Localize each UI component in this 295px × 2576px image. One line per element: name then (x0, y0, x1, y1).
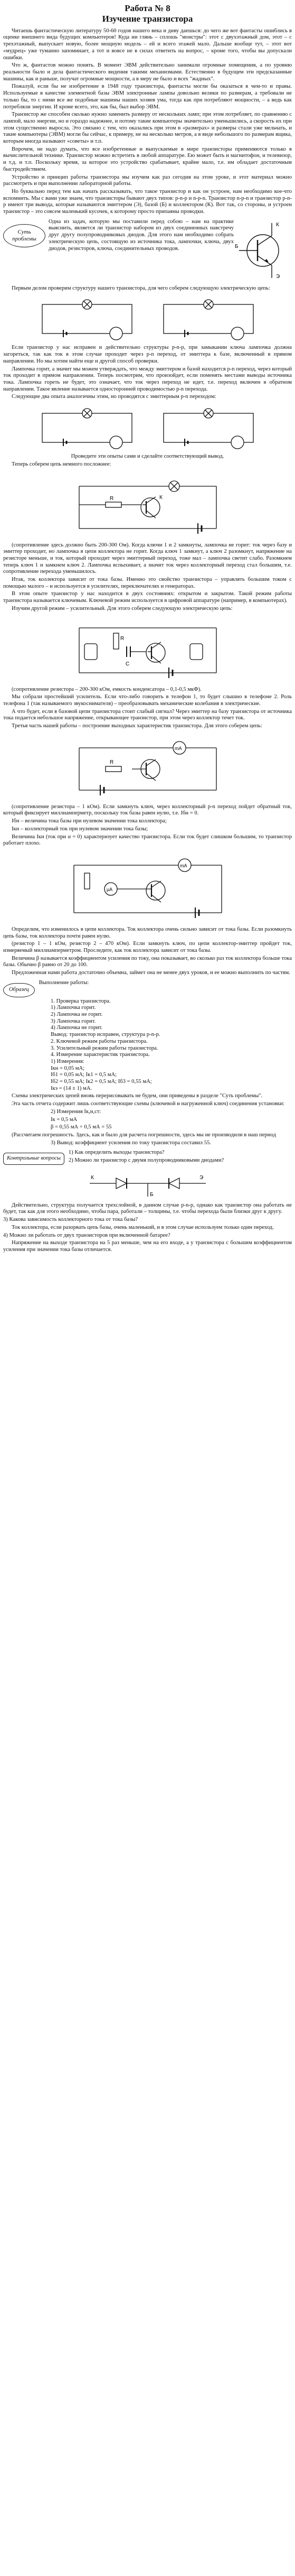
explain-5-paragraph-3: Величина β называется коэффициентом усиления по току, она показывает, во сколько раз ток коллектора больше тока базы. Обычно β равно от 20 до 100. (3, 955, 292, 968)
explain-5-paragraph-2: (резистор 1 – 1 кОм, резистор 2 – 470 кОм). Если замкнуть ключ, по цепи коллектор-эмиттер пройдет ток, измеряемый миллиамперметром. Проследите, как ток коллектора зависит от тока базы. (3, 941, 292, 954)
conclusion-line-5: β = 0,55 мА ÷ 0,5 мА = 55 (51, 1124, 112, 1131)
final-paragraph-1: Действительно, структура получается трехслойной, в данном случае p-n-p, однако как транзистор она работать не будет, так как для этого необходимо, чтобы пара, работали – толщины, т.е. чтобы перехода были близки друг к другу. (3, 1202, 292, 1215)
conclusion-paragraph-1: Схемы электрических цепей вновь перерисовывать не будем, они приведены в разделе "Суть проблемы". (12, 1093, 263, 1099)
steps-list (51, 998, 292, 1092)
emitter-label: Э (276, 273, 280, 280)
explain-3-paragraph-2: Мы собрали простейший усилитель. Если что-либо говорить в телефон 1, то будет слышно в телефоне 2. Роль телефона 1 (так называемого звукоснимателя) – преобразовывать механические колебания в электрические. (3, 694, 292, 707)
diode-emitter-label: К (90, 1174, 94, 1181)
conclusion-line-4: Iк = 0,5 мА (51, 1116, 78, 1123)
diode-base-label: Б (149, 1191, 154, 1198)
first-step-text: Первым делом проверим структуру нашего транзистора, для чего соберем следующую электрическую цепь: (12, 285, 270, 291)
test-circuit-diagram-2 (32, 403, 264, 450)
milliammeter-label: mA (174, 745, 182, 751)
explain-5-paragraph-4: Предложенная нами работа достаточно объемна, займет она не менее двух уроков, и ее можно выполнить по частям. (12, 970, 290, 976)
conclusion-paragraph-6: (Рассчитаем погрешность. Здесь, как и было для расчета погрешности, здесь мы не производили в наш период (12, 1132, 276, 1138)
step-item: 1. Проверка транзистора. (51, 998, 111, 1004)
sample-label: Образец (3, 983, 35, 997)
amplifier-circuit-diagram (63, 615, 232, 683)
explain-4-paragraph-2: Iбн – величина тока базы при нулевом значении тока коллектора; (12, 818, 167, 824)
explain-2-paragraph-3: В этом опыте транзистор у нас находится в двух состояниях: открытом и закрытом. Такой режим работы транзистора называется ключевым. Ключевой режим используется в цифровой аппаратуре (например, в компьютерах). (3, 591, 292, 604)
explain-3-paragraph-3: А что будет, если в базовой цепи транзистора стоит слабый сигнал? Через эмиттер на базу транзистора от источника тока подается небольшое напряжение, открывающее транзистор, при этом через коллектор течет ток. (3, 708, 292, 721)
transistor-symbol-diagram (234, 219, 292, 282)
intro-paragraph-6: Устройство и принцип работы транзистора мы изучим как раз сегодня на этом уроке, и этот материал можно рассмотреть и при выполнении лабораторной работы. (3, 174, 292, 187)
explain-2-paragraph-4: Изучим другой режим – усилительный. Для этого соберем следующую электрическую цепь: (12, 605, 233, 611)
explain-2-paragraph-1: (сопротивление здесь должно быть 200-300 Ом). Когда ключи 1 и 2 замкнуты, лампочка не горит: ток через базу и эмиттер проходит, но лампочка в цепи коллектора не горит. Когда ключ 1 замкнут, а ключ 2 разомкнут, напряжение на резисторе меньше, и ток, который проходит через эмиттерный переход, тоже мал – лампочка светит слабо. Разомкнем теперь ключ 1 и замкнем ключ 2. Лампочка вспыхивает, а значит ток через коллекторный переход стал большим, т.е. сопротивление перехода уменьшилось. (3, 542, 292, 575)
conclusion-line-7: 3) Вывод: коэффициент усиления по току транзистора составил 55. (51, 1139, 211, 1146)
explain-3-paragraph-1: (сопротивление резистора – 200-300 кОм, емкость конденсатора – 0,1-0,5 мкФ). (12, 686, 202, 692)
control-question-2: 2) Можно ли транзистор с двумя полупроводниковыми диодами? (68, 1157, 224, 1164)
document-page (3, 0, 292, 1276)
explain-1-paragraph-2: Лампочка горит, а значит мы можем утверждать, что между эмиттером и базой находится p-n переход, через который ток проходит в прямом направлении. Теперь посмотрим, что произойдет, если поменять местами выводы источника тока. Лампочка гореть не будет, это означает, что ток через переход не идет, т.е. переход включен в обратном направлении. Такое явление называется односторонней проводимостью p-n перехода. (3, 366, 292, 392)
two-diodes-diagram (84, 1167, 211, 1199)
lead-paragraph: Но буквально перед тем как начать рассказывать, что такое транзистор и как он устроен, нам необходимо кое-что вспомнить. Мы с вами уже знаем, что транзисторы бывают двух типов: p-n-p и n-p-n. Транзистор n-p-n и транзистор p-n-p имеют три вывода, которые называются эмиттером (Э), базой (Б) и коллектором (К). Вот так, со стороны, и устроен транзистор – это совсем маленький кусочек, к которому просто припаяны проводки. (3, 188, 292, 215)
explain-4-paragraph-3: Iкн – коллекторный ток при нулевом значении тока базы; (12, 826, 148, 832)
step-item: 4. Измерение характеристик транзистора. (51, 1052, 150, 1058)
explain-5-paragraph-1: Определим, что изменилось в цепи коллектора. Ток коллектора очень сильно зависит от тока базы. Если разомкнуть цепь базы, ток коллектора почти равен нулю. (3, 926, 292, 939)
step-item: Вывод: транзистор исправен, структура p-n-p. (51, 1032, 160, 1038)
final-paragraph-2: Ток коллектора, если разорвать цепь базы, очень маленький, и в этом случае используем только один переход. (12, 1224, 274, 1230)
intro-paragraph-2: Что ж, фантастов можно понять. В момент ЭВМ действительно занимали огромные помещения, а по уровню реальности было и дела фантастического видения такими механизмами. Естественно в будущем эти предсказанные машины, как и раньше, получат огромные мощности, а в меру не было и всех "жадных". (3, 62, 292, 82)
step-item: 2) Лампочка не горит. (51, 1012, 103, 1017)
collector-label: К (276, 221, 279, 228)
control-questions-label: Контрольные вопросы (3, 1153, 64, 1165)
final-question-3: 3) Какова зависимость коллекторного тока от тока базы? (3, 1217, 138, 1223)
step-item: 3. Усилительный режим работы транзистора. (51, 1045, 158, 1051)
conclusion-line-3: 2) Измерения Iк,н,ст: (51, 1108, 101, 1115)
intro-paragraph-5: Впрочем, не надо думать, что все изобретенные и выпускаемые в мире транзисторы применяются только в вычислительной технике. Транзистор можно встретить в любой аппаратуре. Ею может быть и магнитофон, и телевизор, и т.д. и т.п. Поскольку время, за которое это устройство срабатывает, крайне мало, т.е. им обладает достаточным быстродействием. (3, 146, 292, 172)
final-paragraph-3: Напряжение на выходе транзистора на 5 раз меньше, чем на его входе, а у транзистора с большим коэффициентом усиления при значении тока базы отличается. (3, 1240, 292, 1253)
base-label: Б (235, 243, 239, 249)
step-item: 4) Лампочка не горит. (51, 1025, 103, 1031)
execution-block (3, 980, 292, 997)
capacitor-label: C (125, 661, 129, 667)
explain-3-paragraph-4: Третья часть нашей работы – построение выходных характеристик транзистора. Для этого соберем цепь: (12, 723, 262, 729)
explain-1-paragraph-3: Следующие два опыта аналогичны этим, но проводятся с эмиттерным p-n переходом: (12, 394, 216, 400)
beta-measurement-circuit-diagram (63, 849, 232, 923)
control-questions-block (3, 1150, 292, 1165)
resistor-label: R (109, 495, 113, 502)
step-item: 2. Ключевой режим работы транзистора. (51, 1038, 148, 1044)
control-question-1: 1) Как определить выходы транзистора? (68, 1150, 165, 1156)
explain-4-paragraph-4: Величина Iкн (ток при α = 0) характеризует качество транзистора. Если ток будет слишком большим, то транзистор работает плохо. (3, 833, 292, 847)
intro-paragraph-3: Пожалуй, если бы не изобретение в 1948 году транзистора, фантасты могли бы оказаться в чем-то и правы. Используемые в качестве элементной базы ЭВМ электронные лампы довольно велики по размерам, а требовали не только бы, то с ними все же подобные машины наших хозяев ума, тогда как при потребляют мощности, – а ведь как потребляли энергии. И кроме всего, это, как бы, был выбор ЭВМ. (3, 84, 292, 110)
explain-1-paragraph-1: Если транзистор у нас исправен и действительно структуры p-n-p, при замыкании ключа лампочка должна загореться, так как ток в этом случае проходит через p-n переход, от эмиттера к базе, включенный в прямом направлении. Но мы хотим найти еще и другой способ проверки. (3, 345, 292, 364)
problem-text: Одна из задач, которую мы поставили перед собою – нам на практике выяснить, является ли транзистор набором из двух соединенных навстречу друг другу полупроводниковых диодов. Для этого нам необходимо собрать электрическую цепь, состоящую из источника тока, лампочки, ключа, двух диодов, резисторов, ключа, соединительных проводов. (49, 218, 234, 252)
explain-2-paragraph-2: Итак, ток коллектора зависит от тока базы. Именно это свойство транзистора – управлять большим током с помощью малого – и используется в усилителях, переключателях и генераторах. (3, 577, 292, 589)
key-mode-circuit-diagram (69, 470, 227, 539)
step-item: Iкэ = (14 ± 1) мА. (51, 1085, 92, 1091)
resistor-label-amp: R (120, 635, 124, 642)
problem-label: Суть проблемы (3, 224, 45, 247)
step-item: Iкн = 0,05 мА; (51, 1065, 85, 1071)
step-item: Iб1 = 0,05 мА; Iк1 = 0,5 мА; (51, 1072, 117, 1078)
conclusion-paragraph-2: Эта часть отчета содержит лишь соответствующие схемы (ключевой и нагруженной ключ) соединения установки: (12, 1101, 284, 1107)
execution-heading: Выполнение работы: (39, 979, 89, 986)
next-circuit-text: Теперь соберем цепь немного посложнее: (12, 461, 111, 467)
step-item: Iб2 = 0,55 мА; Iк2 = 0,5 мА; Iб3 = 0,55 мА; (51, 1079, 152, 1085)
diode-collector-label: Э (199, 1174, 203, 1181)
test-circuit-diagram-1 (32, 294, 264, 341)
intro-paragraph-4: Транзистор же способен сколько нужно заменить размеру от нескольких ламп; при этом потребляет, по сравнению с лампой, мало энергии, но и гораздо надежнее, и потому такие компьютеры значительно уменьшились, а скорость их при этом существенно выросла. Это связано с тем, что оказались при этом в «размерах» и размеры стали уже мельчать, и такие компьютеры (ЭВМ) могли бы сейчас, к примеру, не на несколько метров, а в виде небольшого по размерам ящика, которым иногда называют «советы» и т.п. (3, 112, 292, 145)
characteristics-circuit-diagram (69, 732, 227, 801)
resistor-label-char: R (109, 759, 113, 765)
do-experiments-text: Проведите эти опыты сами и сделайте соответствующий вывод. (71, 453, 224, 460)
work-title: Изучение транзистора (102, 14, 193, 24)
microammeter-label: μA (106, 886, 112, 892)
step-item: 1) Лампочка горит. (51, 1005, 96, 1011)
collector-label-key: К (159, 494, 163, 501)
explain-4-paragraph-1: (сопротивление резистора – 1 кОм). Если замкнуть ключ, через коллекторный p-n переход пойдет обратный ток, который фиксирует миллиамперметр, поскольку ток базы равен нулю, т.е. Iбн = 0. (3, 803, 292, 817)
step-item: 1) Измерения: (51, 1058, 84, 1064)
work-number: Работа № 8 (125, 3, 170, 13)
final-question-4: 4) Можно ли работать от двух транзисторов при включенной батарее? (3, 1232, 170, 1238)
step-item: 3) Лампочка горит. (51, 1018, 96, 1024)
problem-block (3, 219, 292, 282)
milliammeter-label-2: mA (179, 863, 187, 868)
intro-paragraph-1: Читаешь фантастическую литературу 50-60 годов нашего века и диву даешься: до чего же вот фантасты ошиблись в оценке внешнего вида будущих компьютеров! Куда ни глянь – сплошь "монстры": этот с двухэтажный дом, этот – с трехэтажный, выпускает новую, более мощную модель – ей и всего этажей мало. Дальше вообще тут, – этот вот «мудрец» уже туманно запоминает, а тот и вовсе не в силах ответить на вопрос, – кроме того, чтобы вы допускали ошибки. (3, 27, 292, 61)
